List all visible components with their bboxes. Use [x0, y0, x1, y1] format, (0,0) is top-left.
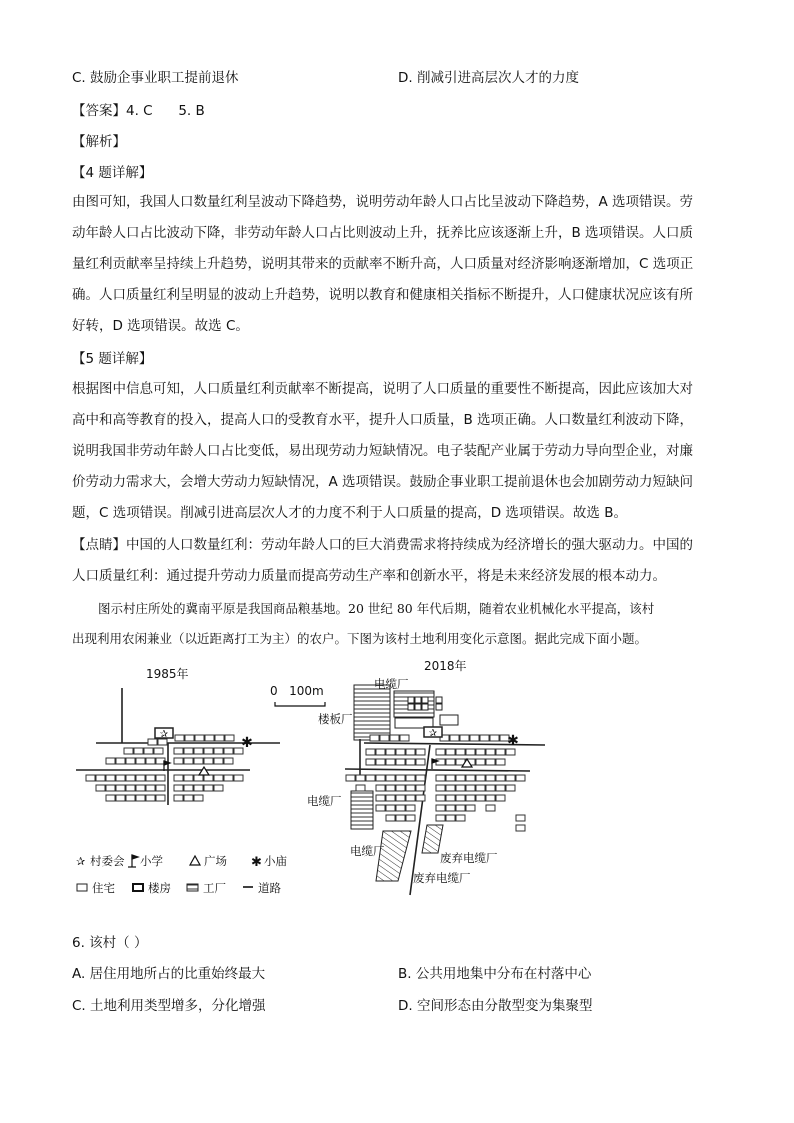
note-tag: 【点睛】	[72, 537, 126, 553]
prev-option-d: D. 削减引进高层次人才的力度	[398, 70, 579, 86]
label-abandoned-2: 废弃电缆厂	[413, 871, 471, 885]
answer-tag: 【答案】	[72, 103, 126, 119]
label-cable-bottom: 电缆厂	[350, 844, 385, 858]
q4-line: 好转，D 选项错误。故选 C。	[72, 318, 249, 334]
svg-text:✰: ✰	[76, 855, 86, 868]
intro-line-1: 图示村庄所处的冀南平原是我国商品粮基地。20 世纪 80 年代后期，随着农业机械化水平提高，该村	[98, 601, 655, 616]
q5-header: 【5 题详解】	[72, 351, 153, 367]
label-floorboard: 楼板厂	[318, 712, 353, 726]
q4-line: 确。人口质量红利呈明显的波动上升趋势，说明以教育和健康相关指标不断提升，人口健康状况应该有所	[72, 287, 693, 303]
year-1985-label: 1985年	[146, 667, 189, 681]
scale-label: 0 100m	[270, 684, 324, 698]
legend-square: 广场	[204, 854, 227, 868]
q5-explanation	[72, 374, 722, 529]
factory-cable-left	[351, 791, 373, 829]
legend-factory: 工厂	[203, 881, 226, 895]
q6-option-c[interactable]: C. 土地利用类型增多，分化增强	[72, 998, 266, 1014]
temple-icon: ✱	[241, 735, 253, 751]
year-2018-label: 2018年	[424, 659, 467, 673]
label-cable-left: 电缆厂	[307, 794, 342, 808]
factory-abandoned-1	[422, 825, 443, 853]
prev-option-c: C. 鼓励企事业职工提前退休	[72, 70, 239, 86]
label-abandoned-1: 废弃电缆厂	[440, 851, 498, 865]
q6-stem: 6. 该村（ ）	[72, 935, 148, 951]
q4-header: 【4 题详解】	[72, 165, 153, 181]
square-icon	[199, 767, 209, 775]
legend-committee: 村委会	[90, 854, 125, 868]
svg-text:✱: ✱	[251, 855, 262, 870]
q6-option-d[interactable]: D. 空间形态由分散型变为集聚型	[398, 998, 593, 1014]
legend-temple: 小庙	[264, 854, 287, 868]
q5-line: 根据图中信息可知，人口质量红利贡献率不断提高，说明了人口质量的重要性不断提高，因此应该加大对	[72, 381, 693, 397]
scale-bar	[275, 702, 325, 706]
q4-line: 由图可知，我国人口数量红利呈波动下降趋势，说明劳动年龄人口占比呈波动下降趋势，A 选项错误。劳	[72, 194, 694, 210]
q4-line: 动年龄人口占比波动下降，非劳动年龄人口占比则波动上升，抚养比应该逐渐上升，B 选项错误。人口质	[72, 225, 694, 241]
analysis-tag: 【解析】	[72, 134, 126, 150]
committee-icon: ✰	[159, 729, 169, 740]
legend-road: 道路	[258, 881, 281, 895]
q5-line: 价劳动力需求大，会增大劳动力短缺情况，A 选项错误。鼓励企事业职工提前退休也会加剧劳动力短缺问	[72, 474, 694, 490]
q4-explanation	[72, 187, 722, 342]
q6-option-a[interactable]: A. 居住用地所占的比重始终最大	[72, 966, 266, 982]
factory-floorboard	[354, 685, 390, 740]
committee-icon-2018: ✰	[428, 728, 438, 739]
land-use-map	[0, 655, 794, 920]
legend-school: 小学	[140, 854, 163, 868]
legend-building: 楼房	[148, 881, 171, 895]
intro-line-2: 出现利用农闲兼业（以近距离打工为主）的农户。下图为该村土地利用变化示意图。据此完成下面小题。	[72, 631, 648, 646]
note-line-1: 中国的人口数量红利：劳动年龄人口的巨大消费需求将持续成为经济增长的强大驱动力。中国的	[126, 537, 693, 553]
q4-line: 量红利贡献率呈持续上升趋势，说明其带来的贡献率不断升高，人口质量对经济影响逐渐增加，C 选项正	[72, 256, 694, 272]
q5-line: 题，C 选项错误。削减引进高层次人才的力度不利于人口质量的提高，D 选项错误。故选 B。	[72, 505, 627, 521]
answer-line	[72, 99, 205, 119]
legend-residence: 住宅	[92, 881, 115, 895]
label-cable-top: 电缆厂	[374, 677, 409, 691]
temple-icon-2018: ✱	[507, 733, 519, 749]
q5-line: 说明我国非劳动年龄人口占比变低，易出现劳动力短缺情况。电子装配产业属于劳动力导向型企业，对廉	[72, 443, 693, 459]
answer-value: 4. C 5. B	[126, 103, 205, 119]
note-line-2: 人口质量红利：通过提升劳动力质量而提高劳动生产率和创新水平，将是未来经济发展的根本动力。	[72, 568, 666, 584]
map-legend	[76, 854, 287, 895]
q5-line: 高中和高等教育的投入，提高人口的受教育水平，提升人口质量，B 选项正确。人口数量红利波动下降，	[72, 412, 694, 428]
q6-option-b[interactable]: B. 公共用地集中分布在村落中心	[398, 966, 592, 982]
note-block	[72, 530, 722, 592]
